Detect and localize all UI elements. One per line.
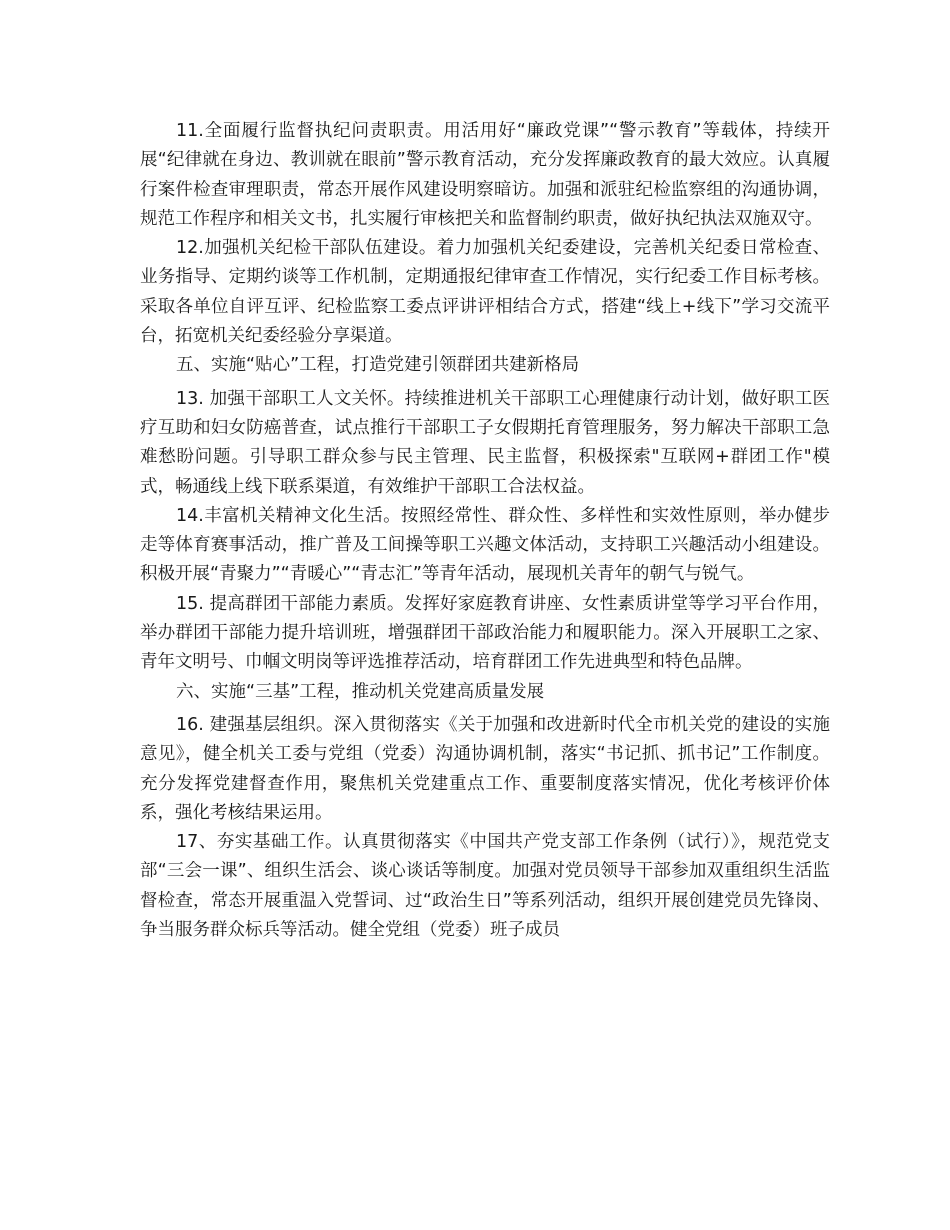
paragraph-13: 13. 加强干部职工人文关怀。持续推进机关干部职工心理健康行动计划，做好职工医疗互助和妇女防癌普查，试点推行干部职工子女假期托育管理服务，努力解决干部职工急难愁盼问题。引导职工群众参与民主管理、民主监督，积极探索"互联网+群团工作"模式，畅通线上线下联系渠道，有效维护干部职工合法权益。 — [140, 388, 830, 497]
paragraph-14: 14.丰富机关精神文化生活。按照经常性、群众性、多样性和实效性原则，举办健步走等体育赛事活动，推广普及工间操等职工兴趣文体活动，支持职工兴趣活动小组建设。积极开展“青聚力”“青暖心”“青志汇”等青年活动，展现机关青年的朝气与锐气。 — [140, 505, 830, 585]
paragraph-11: 11.全面履行监督执纪问责职责。用活用好“廉政党课”“警示教育”等载体，持续开展“纪律就在身边、教训就在眼前”警示教育活动，充分发挥廉政教育的最大效应。认真履行案件检查审理职责，常态开展作风建设明察暗访。加强和派驻纪检监察组的沟通协调，规范工作程序和相关文书，扎实履行审核把关和监督制约职责，做好执纪执法双施双守。 — [140, 121, 830, 229]
document-body — [140, 117, 830, 945]
paragraph-15: 15. 提高群团干部能力素质。发挥好家庭教育讲座、女性素质讲堂等学习平台作用，举办群团干部能力提升培训班，增强群团干部政治能力和履职能力。深入开展职工之家、青年文明号、巾帼文明岗等评选推荐活动，培育群团工作先进典型和特色品牌。 — [140, 593, 830, 673]
paragraph-16: 16. 建强基层组织。深入贯彻落实《关于加强和改进新时代全市机关党的建设的实施意见》，健全机关工委与党组（党委）沟通协调机制，落实“书记抓、抓书记”工作制度。充分发挥党建督查作用，聚焦机关党建重点工作、重要制度落实情况，优化考核评价体系，强化考核结果运用。 — [140, 714, 830, 823]
paragraph-17: 17、夯实基础工作。认真贯彻落实《中国共产党支部工作条例（试行）》，规范党支部“三会一课”、组织生活会、谈心谈话等制度。加强对党员领导干部参加双重组织生活监督检查，常态开展重温入党誓词、过“政治生日”等系列活动，组织开展创建党员先锋岗、争当服务群众标兵等活动。健全党组（党委）班子成员 — [140, 832, 830, 941]
section-heading-6: 六、实施“三基”工程，推动机关党建高质量发展 — [176, 681, 545, 702]
section-heading-5: 五、实施“贴心”工程，打造党建引领群团共建新格局 — [176, 355, 580, 376]
paragraph-12: 12.加强机关纪检干部队伍建设。着力加强机关纪委建设，完善机关纪委日常检查、业务指导、定期约谈等工作机制，定期通报纪律审查工作情况，实行纪委工作目标考核。采取各单位自评互评、纪检监察工委点评讲评相结合方式，搭建“线上+线下”学习交流平台，拓宽机关纪委经验分享渠道。 — [140, 238, 830, 347]
